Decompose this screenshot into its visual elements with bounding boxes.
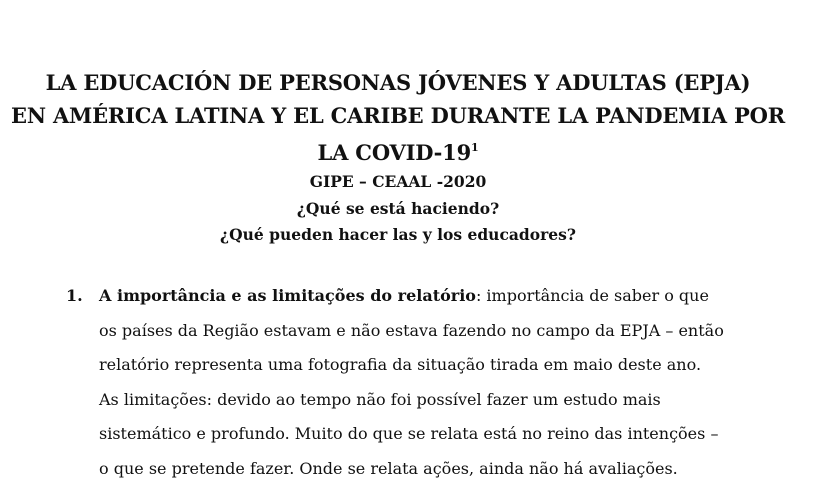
document-title-line-2: EN AMÉRICA LATINA Y EL CARIBE DURANTE LA PANDEMIA POR bbox=[0, 99, 796, 132]
item-line-5: sistemático e profundo. Muito do que se relata está no reino das intenções – bbox=[99, 417, 759, 452]
item-line-3: relatório representa uma fotografia da situação tirada em maio deste ano. bbox=[99, 348, 759, 383]
document-title-line-1: LA EDUCACIÓN DE PERSONAS JÓVENES Y ADULTAS (EPJA) bbox=[0, 66, 796, 99]
item-heading: A importância e as limitações do relatório bbox=[99, 286, 476, 305]
question-1: ¿Qué se está haciendo? bbox=[0, 196, 796, 222]
footnote-marker[interactable]: 1 bbox=[471, 141, 478, 154]
item-line-4: As limitações: devido ao tempo não foi possível fazer um estudo mais bbox=[99, 383, 759, 418]
item-line-1 bbox=[99, 279, 759, 314]
title-text: LA COVID-19 bbox=[318, 140, 471, 165]
question-2: ¿Qué pueden hacer las y los educadores? bbox=[0, 222, 796, 248]
item-line-6: o que se pretende fazer. Onde se relata ações, ainda não há avaliações. bbox=[99, 452, 759, 486]
item-number: 1. bbox=[66, 279, 83, 314]
document-title-line-3 bbox=[0, 132, 796, 169]
organization-line: GIPE – CEAAL -2020 bbox=[0, 169, 796, 195]
item-line-2: os países da Região estavam e não estava fazendo no campo da EPJA – então bbox=[99, 314, 759, 349]
item-body bbox=[99, 279, 759, 486]
item-line-1-rest: : importância de saber o que bbox=[476, 286, 709, 305]
